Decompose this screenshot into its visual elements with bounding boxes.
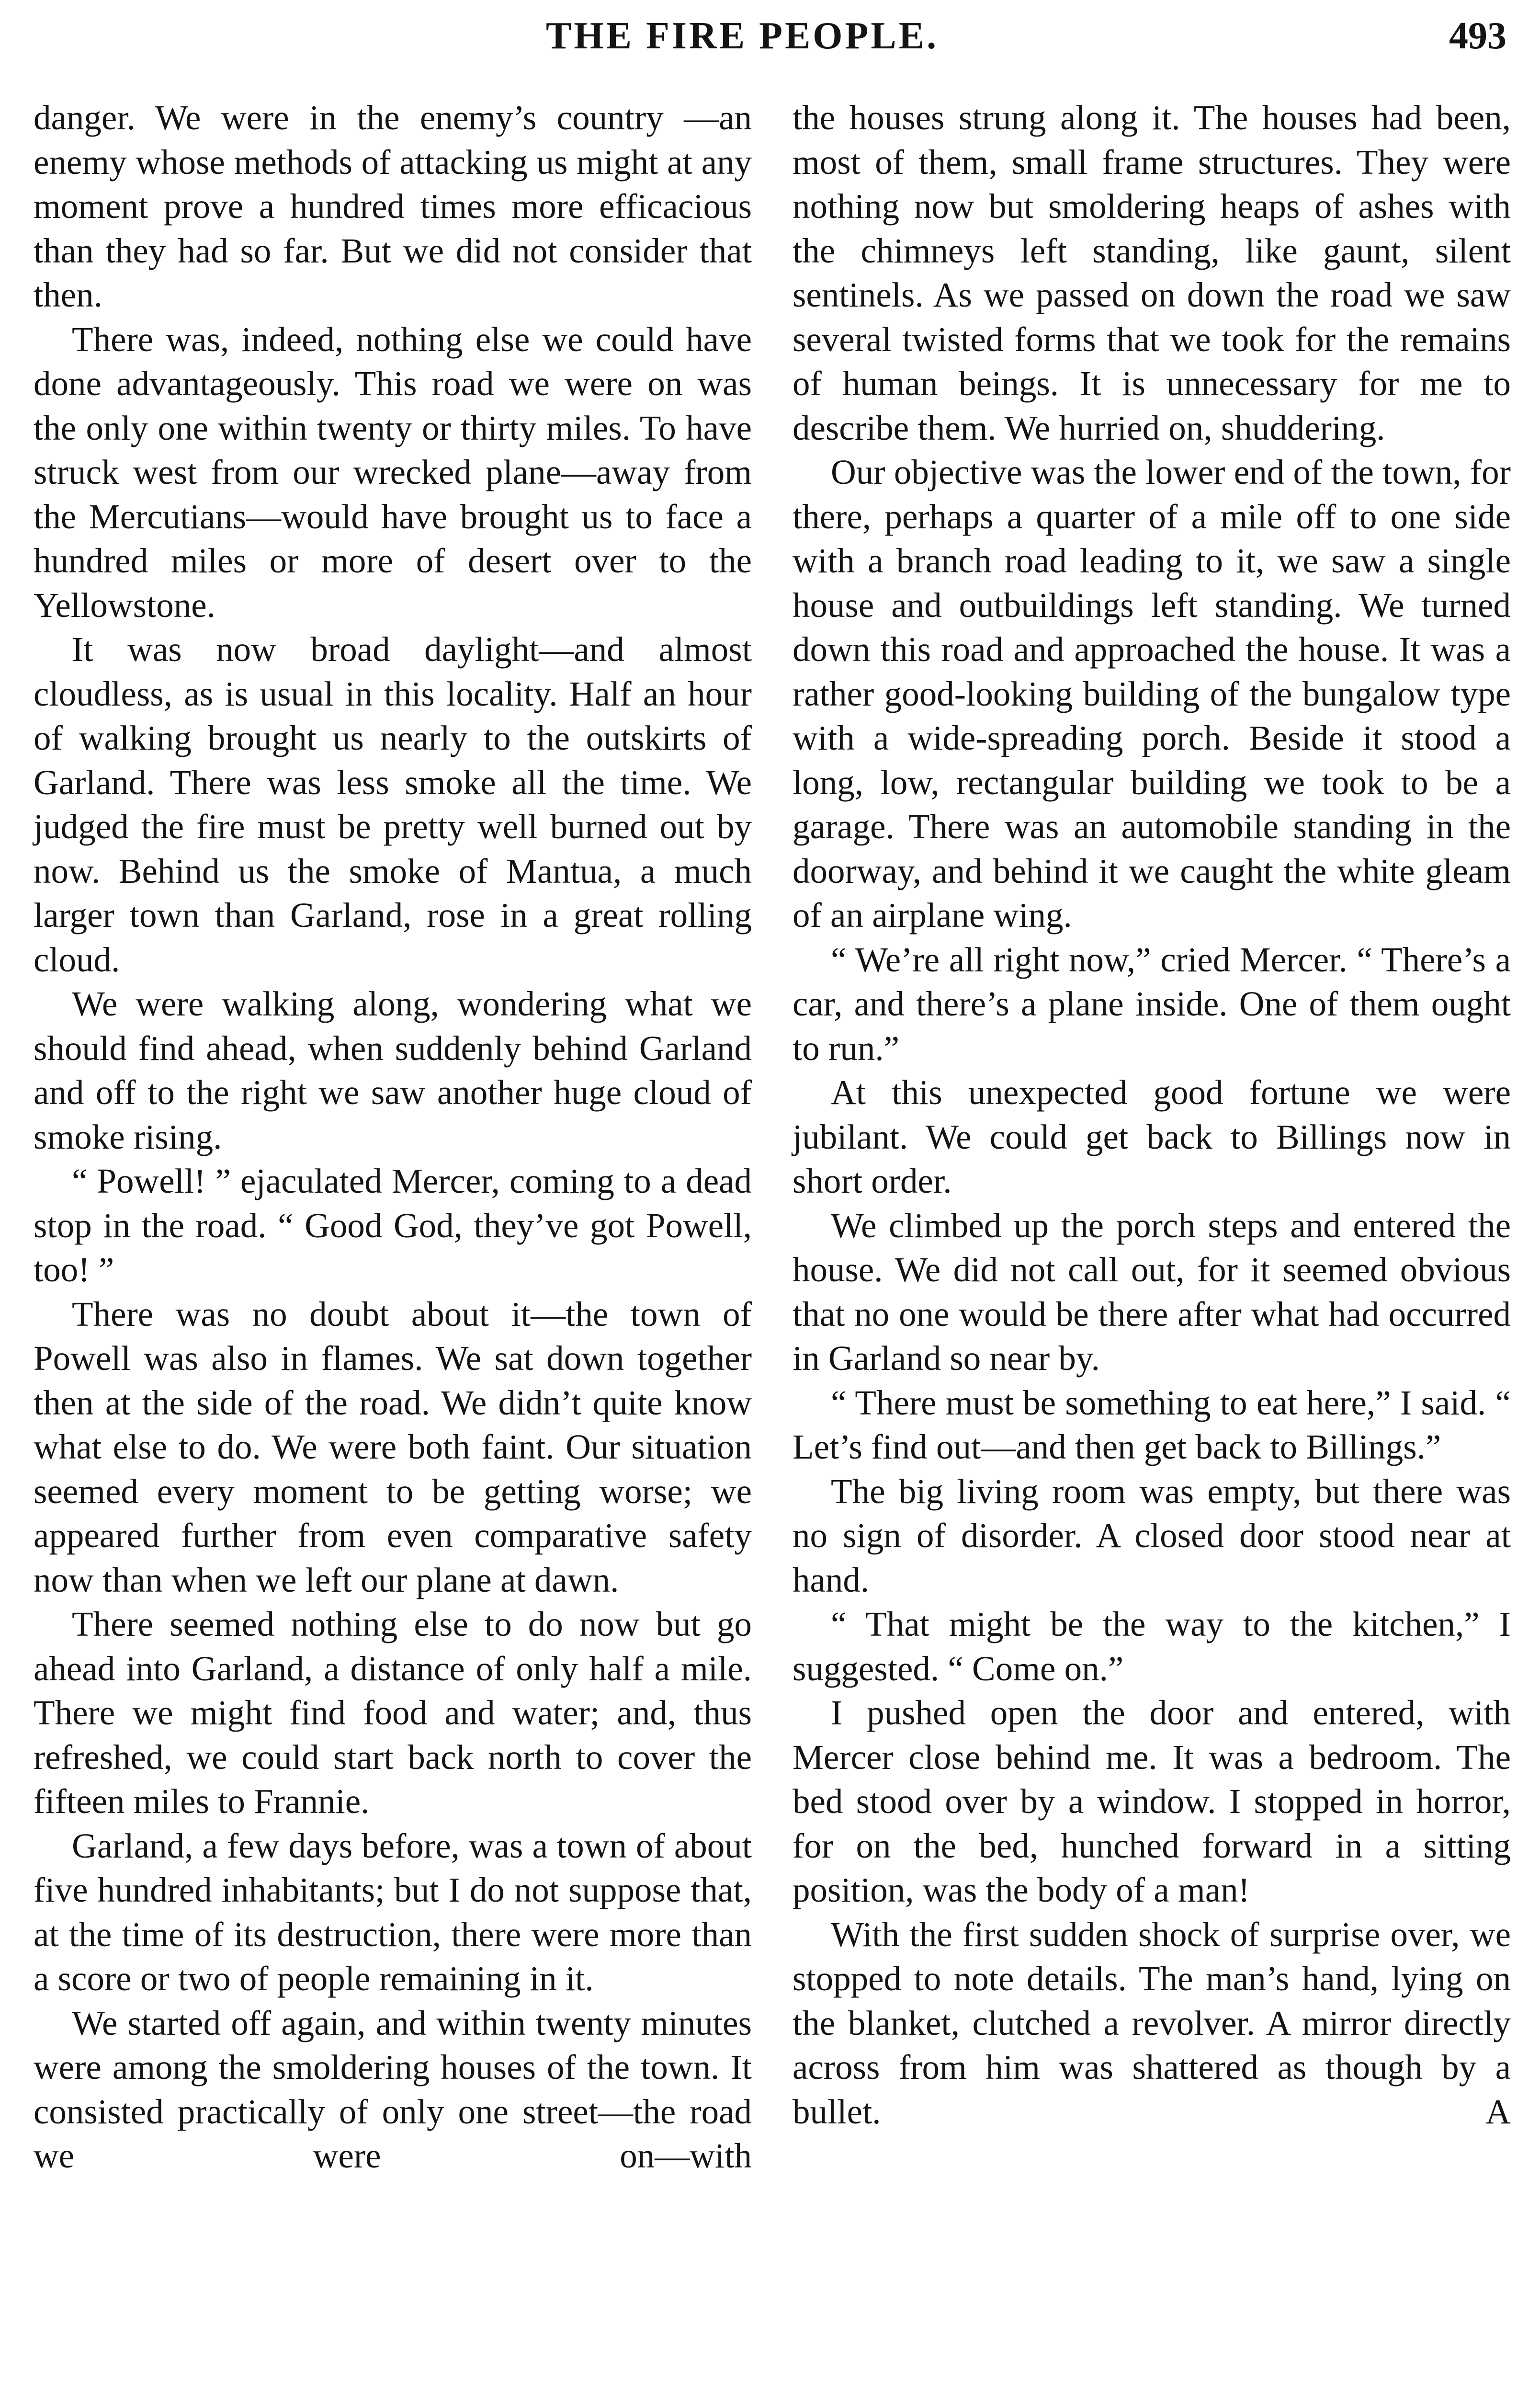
paragraph: With the first sudden shock of surprise over, we stopped to note details. The man’s hand, lying on the blanket, clutched a revolver. A mirror directly across from him was shattered as though by a bullet. A (793, 1915, 1511, 2131)
paragraph: There was no doubt about it—the town of Powell was also in flames. We sat down together then at the side of the road. We didn’t quite know what else to do. We were both faint. Our situation seemed every moment to be getting worse; we appeared further from even comparative safety now than when we left our plane at dawn. (34, 1294, 752, 1599)
paragraph: “ Powell! ” ejaculated Mercer, coming to a dead stop in the road. “ Good God, they’ve got Powell, too! ” (34, 1162, 752, 1289)
right-column (793, 96, 1511, 2134)
page-number: 493 (1449, 15, 1506, 57)
left-column (34, 96, 752, 2178)
paragraph: the houses strung along it. The houses had been, most of them, small frame structures. They were nothing now but smoldering heaps of ashes with the chimneys left standing, like gaunt, silent sentinels. As we passed on down the road we saw several twisted forms that we took for the remains of human beings. It is unnecessary for me to describe them. We hurried on, shuddering. (793, 98, 1511, 447)
paragraph: We started off again, and within twenty minutes were among the smoldering houses of the town. It consisted practically of only one street—the road we were on—with (34, 2003, 752, 2175)
paragraph: It was now broad daylight—and almost cloudless, as is usual in this locality. Half an hour of walking brought us nearly to the outskirts of Garland. There was less smoke all the time. We judged the fire must be pretty well burned out by now. Behind us the smoke of Mantua, a much larger town than Garland, rose in a great rolling cloud. (34, 630, 752, 979)
running-title: THE FIRE PEOPLE. (546, 15, 939, 57)
paragraph: “ That might be the way to the kitchen,” I suggested. “ Come on.” (793, 1605, 1511, 1688)
paragraph: The big living room was empty, but there was no sign of disorder. A closed door stood near at hand. (793, 1471, 1511, 1599)
paragraph: “ We’re all right now,” cried Mercer. “ There’s a car, and there’s a plane inside. One of them ought to run.” (793, 940, 1511, 1068)
paragraph: “ There must be something to eat here,” I said. “ Let’s find out—and then get back to Billings.” (793, 1383, 1511, 1466)
paragraph: I pushed open the door and entered, with Mercer close behind me. It was a bedroom. The bed stood over by a window. I stopped in horror, for on the bed, hunched forward in a sitting position, was the body of a man! (793, 1693, 1511, 1909)
paragraph: We climbed up the porch steps and entered the house. We did not call out, for it seemed obvious that no one would be there after what had occurred in Garland so near by. (793, 1206, 1511, 1378)
page-header (0, 14, 1540, 67)
paragraph: There seemed nothing else to do now but go ahead into Garland, a distance of only half a mile. There we might find food and water; and, thus refreshed, we could start back north to cover the fifteen miles to Frannie. (34, 1605, 752, 1821)
paragraph: At this unexpected good fortune we were jubilant. We could get back to Billings now in short order. (793, 1073, 1511, 1200)
paragraph: We were walking along, wondering what we should find ahead, when suddenly behind Garland and off to the right we saw another huge cloud of smoke rising. (34, 984, 752, 1156)
paragraph: Garland, a few days before, was a town of about five hundred inhabitants; but I do not suppose that, at the time of its destruction, there were more than a score or two of people remaining in it. (34, 1826, 752, 1998)
paragraph: There was, indeed, nothing else we could have done advantageously. This road we were on was the only one within twenty or thirty miles. To have struck west from our wrecked plane—away from the Mercutians—would have brought us to face a hundred miles or more of desert over to the Yellowstone. (34, 319, 752, 625)
paragraph: danger. We were in the enemy’s country —an enemy whose methods of attacking us might at any moment prove a hundred times more efficacious than they had so far. But we did not consider that then. (34, 98, 752, 314)
paragraph: Our objective was the lower end of the town, for there, perhaps a quarter of a mile off to one side with a branch road leading to it, we saw a single house and outbuildings left standing. We turned down this road and approached the house. It was a rather good-looking building of the bungalow type with a wide-spreading porch. Beside it stood a long, low, rectangular building we took to be a garage. There was an automobile standing in the doorway, and behind it we caught the white gleam of an airplane wing. (793, 453, 1511, 935)
